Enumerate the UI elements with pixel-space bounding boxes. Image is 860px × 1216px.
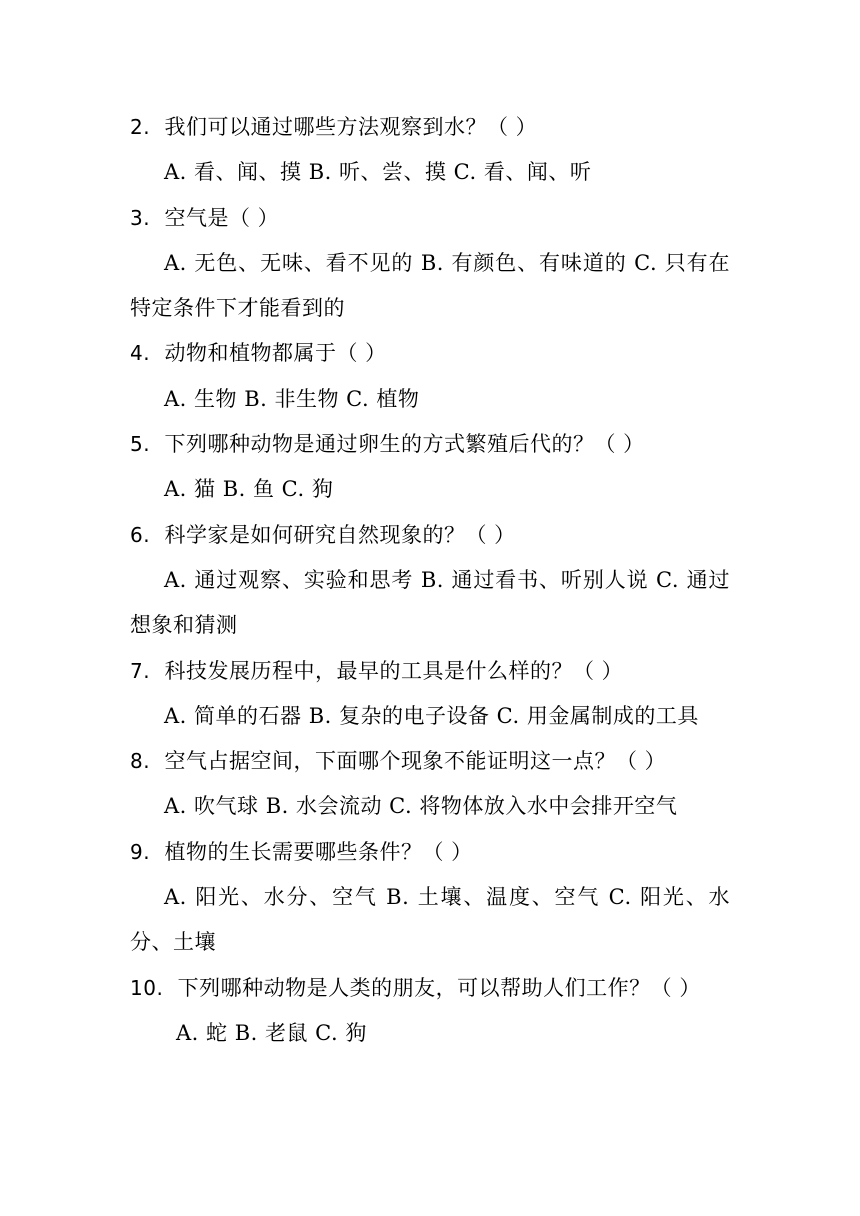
question-text: 我们可以通过哪些方法观察到水？（ ）: [164, 115, 538, 139]
question-text: 空气是（ ）: [164, 205, 280, 230]
question-number: 9.: [130, 839, 151, 864]
question-7: [130, 649, 730, 694]
question-text: 下列哪种动物是人类的朋友，可以帮助人们工作？（ ）: [177, 975, 701, 1000]
question-number: 6.: [130, 522, 151, 547]
question-text: 空气占据空间，下面哪个现象不能证明这一点？（ ）: [164, 749, 667, 774]
question-8-options: A. 吹气球 B. 水会流动 C. 将物体放入水中会排开空气: [164, 794, 678, 819]
question-number: 10.: [130, 975, 164, 1000]
question-list: [130, 105, 730, 1056]
question-9-options: A. 阳光、水分、空气 B. 土壤、温度、空气 C. 阳光、水分、土壤: [130, 885, 730, 955]
question-5-options: A. 猫 B. 鱼 C. 狗: [164, 477, 334, 502]
question-7-options: A. 简单的石器 B. 复杂的电子设备 C. 用金属制成的工具: [164, 703, 699, 728]
question-4-options: A. 生物 B. 非生物 C. 植物: [164, 386, 420, 411]
question-8: [130, 739, 730, 784]
question-3-options: A. 无色、无味、看不见的 B. 有颜色、有味道的 C. 只有在特定条件下才能看到的: [130, 250, 730, 321]
question-text: 科学家是如何研究自然现象的？（ ）: [164, 522, 516, 547]
question-number: 4.: [130, 341, 151, 366]
question-number: 7.: [130, 658, 151, 683]
question-text: 植物的生长需要哪些条件？（ ）: [164, 839, 473, 864]
question-10: [130, 966, 730, 1011]
question-text: 动物和植物都属于（ ）: [164, 341, 387, 366]
question-6-options: A. 通过观察、实验和思考 B. 通过看书、听别人说 C. 通过想象和猜测: [130, 567, 730, 638]
question-text: 科技发展历程中，最早的工具是什么样的？（ ）: [164, 658, 624, 683]
question-number: 5.: [130, 432, 151, 457]
question-2-options: A. 看、闻、摸 B. 听、尝、摸 C. 看、闻、听: [164, 160, 592, 185]
question-6: [130, 513, 730, 558]
question-9: [130, 830, 730, 875]
question-number: 2.: [130, 115, 151, 139]
question-number: 8.: [130, 749, 151, 774]
question-text: 下列哪种动物是通过卵生的方式繁殖后代的？（ ）: [164, 432, 645, 457]
question-4: [130, 331, 730, 376]
question-number: 3.: [130, 205, 151, 230]
question-10-options: A. 蛇 B. 老鼠 C. 狗: [176, 1020, 367, 1045]
question-2: [130, 105, 730, 150]
question-5: [130, 422, 730, 467]
question-3: [130, 196, 730, 241]
